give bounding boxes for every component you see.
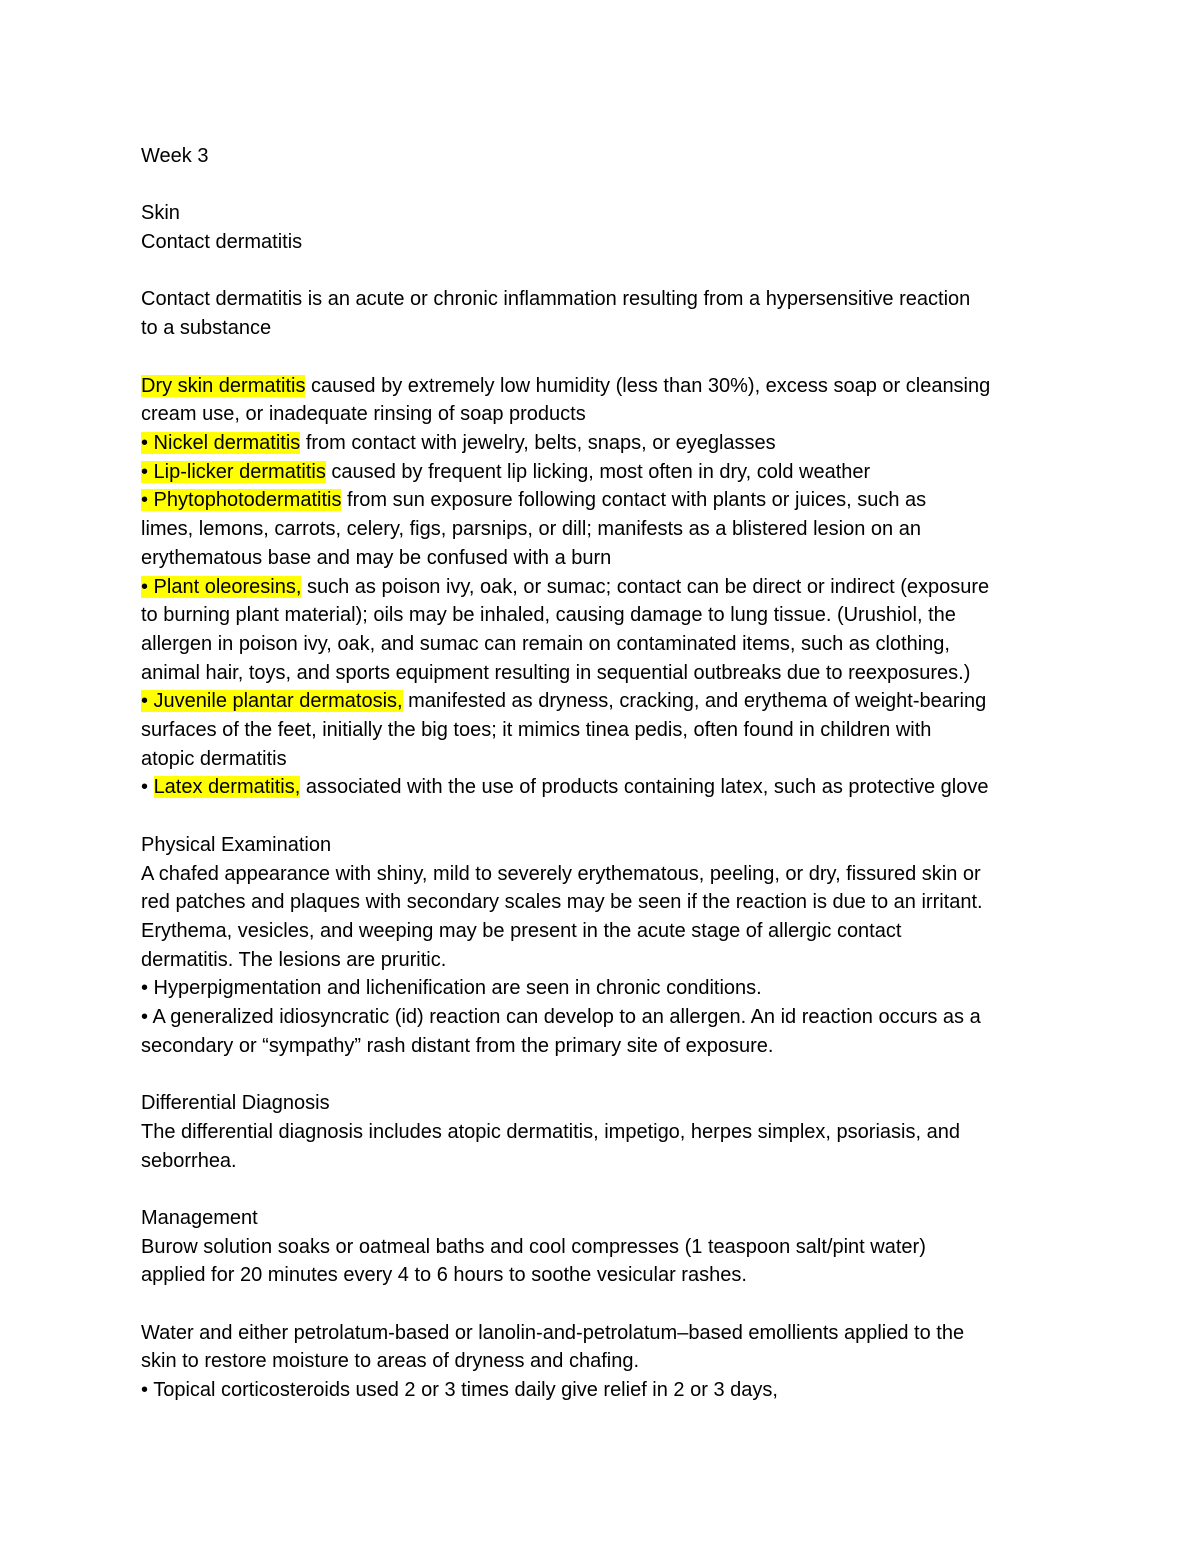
type-plant-cont: allergen in poison ivy, oak, and sumac can remain on contaminated items, such as clothing, — [141, 632, 950, 655]
type-plant-cont: animal hair, toys, and sports equipment resulting in sequential outbreaks due to reexposures.) — [141, 661, 971, 684]
highlighted-term: • Nickel dermatitis — [141, 431, 301, 454]
type-text: associated with the use of products containing latex, such as protective glove — [300, 776, 989, 799]
physical-exam-line: • A generalized idiosyncratic (id) reaction can develop to an allergen. An id reaction occurs as a — [141, 1006, 981, 1029]
physical-exam-line: • Hyperpigmentation and lichenification are seen in chronic conditions. — [141, 977, 762, 1000]
type-text: caused by frequent lip licking, most often in dry, cold weather — [325, 460, 871, 483]
definition-line: Contact dermatitis is an acute or chronic inflammation resulting from a hypersensitive reaction — [141, 288, 971, 311]
week-label: Week 3 — [141, 145, 209, 167]
differential-heading: Differential Diagnosis — [141, 1092, 330, 1115]
spacer — [141, 1290, 1071, 1319]
highlighted-term: • Lip-licker dermatitis — [141, 460, 326, 483]
type-lip-licker — [141, 458, 1071, 487]
physical-exam-heading: Physical Examination — [141, 833, 332, 856]
bullet: • — [141, 776, 154, 799]
type-phyto — [141, 486, 1071, 515]
type-text: from contact with jewelry, belts, snaps, or eyeglasses — [300, 431, 776, 454]
physical-exam-line: A chafed appearance with shiny, mild to severely erythematous, peeling, or dry, fissured skin or — [141, 862, 981, 885]
type-plant — [141, 573, 1071, 602]
spacer — [141, 171, 1071, 200]
physical-exam-line: Erythema, vesicles, and weeping may be present in the acute stage of allergic contact — [141, 919, 902, 942]
type-juvenile-cont: surfaces of the feet, initially the big toes; it mimics tinea pedis, often found in children with — [141, 719, 932, 742]
highlighted-term: • Phytophotodermatitis — [141, 489, 342, 512]
spacer — [141, 1175, 1071, 1204]
type-phyto-cont: erythematous base and may be confused with a burn — [141, 546, 612, 569]
highlighted-term: • Plant oleoresins, — [141, 575, 302, 598]
differential-line: The differential diagnosis includes atopic dermatitis, impetigo, herpes simplex, psoriasis, and — [141, 1120, 960, 1143]
spacer — [141, 802, 1071, 831]
type-text: caused by extremely low humidity (less than 30%), excess soap or cleansing — [305, 374, 991, 397]
document-body — [141, 142, 1071, 1405]
type-juvenile-cont: atopic dermatitis — [141, 747, 287, 770]
type-phyto-cont: limes, lemons, carrots, celery, figs, parsnips, or dill; manifests as a blistered lesion on an — [141, 518, 921, 541]
type-nickel — [141, 429, 1071, 458]
physical-exam-line: secondary or “sympathy” rash distant from the primary site of exposure. — [141, 1034, 774, 1057]
type-text: such as poison ivy, oak, or sumac; contact can be direct or indirect (exposure — [301, 575, 990, 598]
type-latex — [141, 773, 1071, 802]
physical-exam-line: red patches and plaques with secondary scales may be seen if the reaction is due to an irritant. — [141, 891, 983, 914]
highlighted-term: • Juvenile plantar dermatosis, — [141, 690, 403, 713]
highlighted-term: Latex dermatitis, — [153, 776, 301, 799]
spacer — [141, 1060, 1071, 1089]
subject-heading: Skin — [141, 202, 180, 225]
management-line: applied for 20 minutes every 4 to 6 hours to soothe vesicular rashes. — [141, 1264, 747, 1287]
type-text: from sun exposure following contact with plants or juices, such as — [341, 489, 927, 512]
management-heading: Management — [141, 1206, 258, 1229]
type-dry-skin — [141, 372, 1071, 401]
differential-line: seborrhea. — [141, 1149, 237, 1172]
type-plant-cont: to burning plant material); oils may be inhaled, causing damage to lung tissue. (Urushiol, the — [141, 604, 956, 627]
highlighted-term: Dry skin dermatitis — [141, 374, 306, 397]
spacer — [141, 343, 1071, 372]
management-line: Water and either petrolatum-based or lanolin-and-petrolatum–based emollients applied to the — [141, 1321, 965, 1344]
topic-heading: Contact dermatitis — [141, 231, 303, 254]
type-juvenile — [141, 687, 1071, 716]
type-text: manifested as dryness, cracking, and erythema of weight-bearing — [402, 690, 987, 713]
management-line: skin to restore moisture to areas of dryness and chafing. — [141, 1350, 640, 1373]
management-line: • Topical corticosteroids used 2 or 3 times daily give relief in 2 or 3 days, — [141, 1379, 778, 1402]
physical-exam-line: dermatitis. The lesions are pruritic. — [141, 948, 447, 971]
spacer — [141, 257, 1071, 286]
definition-line: to a substance — [141, 317, 272, 340]
type-dry-skin-cont: cream use, or inadequate rinsing of soap products — [141, 403, 586, 426]
management-line: Burow solution soaks or oatmeal baths and cool compresses (1 teaspoon salt/pint water) — [141, 1235, 926, 1258]
